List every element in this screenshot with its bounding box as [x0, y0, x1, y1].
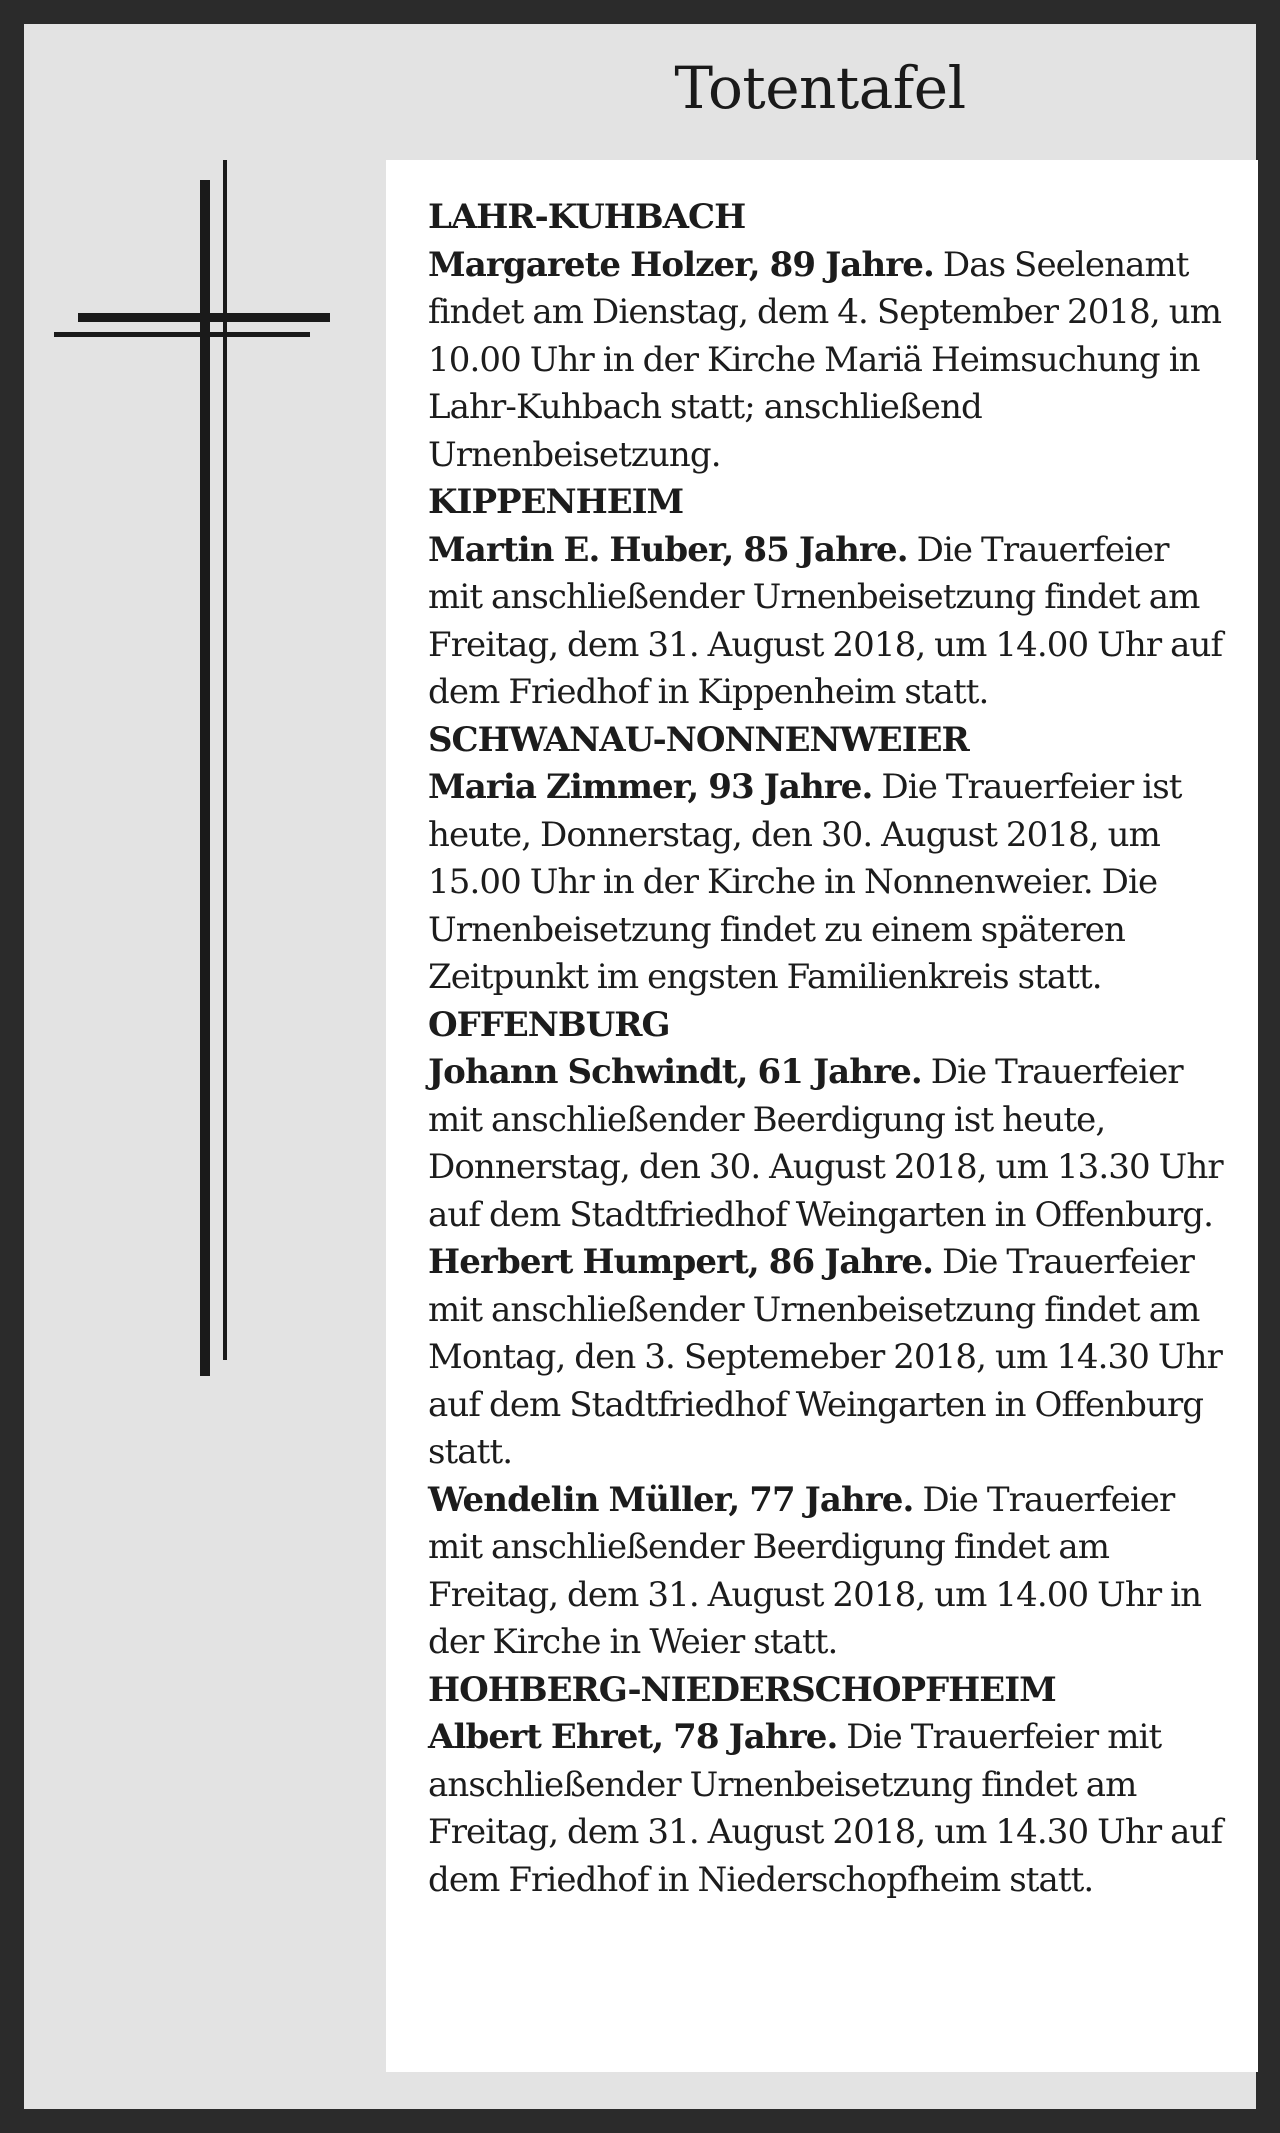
obituary-entry [428, 1239, 1228, 1477]
deceased-name: Albert Ehret, 78 Jahre. [428, 1717, 838, 1757]
deceased-name: Margarete Holzer, 89 Jahre. [428, 244, 934, 285]
obituary-entry [428, 1714, 1228, 1904]
cross-icon [50, 158, 350, 1388]
deceased-name: Wendelin Müller, 77 Jahre. [428, 1479, 914, 1520]
entry-text: Das Seelenamt findet am Dienstag, dem 4. September 2018, um 10.00 Uhr in der Kirche Mariä Heimsuchung in Lahr-Kuhbach statt; anschließend Urnenbeisetzung. [428, 244, 1222, 475]
place-heading: LAHR-KUHBACH [428, 197, 746, 237]
section-hohberg-niederschopfheim [428, 1667, 1228, 1905]
section-schwanau-nonnenweier [428, 717, 1228, 1002]
place-heading: SCHWANAU-NONNENWEIER [428, 719, 969, 760]
deceased-name: Johann Schwindt, 61 Jahre. [428, 1052, 922, 1092]
section-kippenheim [428, 479, 1228, 717]
place-heading: HOHBERG-NIEDERSCHOPFHEIM [428, 1669, 1056, 1710]
entry-text: Die Trauerfeier mit anschließender Beerdigung findet am Freitag, dem 31. August 2018, um 14.00 Uhr in der Kirche in Weier statt. [428, 1479, 1202, 1662]
deceased-name: Maria Zimmer, 93 Jahre. [428, 767, 873, 807]
deceased-name: Martin E. Huber, 85 Jahre. [428, 529, 908, 570]
entry-text: Die Trauerfeier mit anschließender Beerdigung ist heute, Donnerstag, den 30. August 2018, um 13.30 Uhr auf dem Stadtfriedhof Weingarten in Offenburg. [428, 1052, 1223, 1235]
obituary-entry [428, 527, 1228, 717]
obituary-entry [428, 1049, 1228, 1239]
place-heading: KIPPENHEIM [428, 482, 684, 522]
entry-text: Die Trauerfeier mit anschließender Urnenbeisetzung findet am Freitag, dem 31. August 2018, um 14.30 Uhr auf dem Friedhof in Niederschopfheim statt. [428, 1717, 1223, 1900]
entry-text: Die Trauerfeier mit anschließender Urnenbeisetzung findet am Freitag, dem 31. August 2018, um 14.00 Uhr auf dem Friedhof in Kippenheim statt. [428, 529, 1223, 712]
section-offenburg [428, 1002, 1228, 1667]
obituary-list [386, 160, 1258, 2072]
section-lahr-kuhbach [428, 194, 1228, 479]
page-title: Totentafel [674, 54, 966, 122]
entry-text: Die Trauerfeier ist heute, Donnerstag, den 30. August 2018, um 15.00 Uhr in der Kirche in Nonnenweier. Die Urnenbeisetzung findet zu einem späteren Zeitpunkt im engsten Familienkreis statt. [428, 767, 1182, 997]
obituary-entry [428, 764, 1228, 1002]
obituary-entry [428, 242, 1228, 480]
obituary-entry [428, 1477, 1228, 1667]
place-heading: OFFENBURG [428, 1004, 670, 1045]
entry-text: Die Trauerfeier mit anschließender Urnenbeisetzung findet am Montag, den 3. Septemeber 2018, um 14.30 Uhr auf dem Stadtfriedhof Weingarten in Offenburg statt. [428, 1242, 1223, 1472]
deceased-name: Herbert Humpert, 86 Jahre. [428, 1242, 934, 1282]
